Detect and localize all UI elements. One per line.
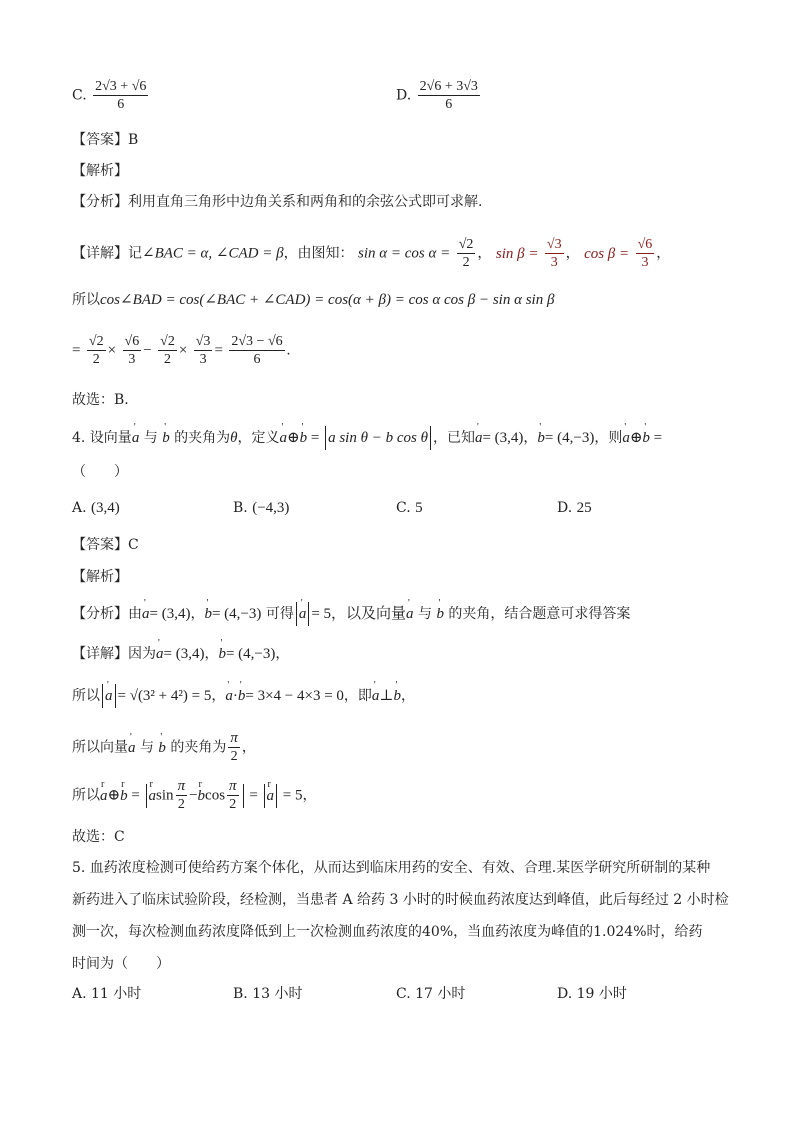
option-d: D. $\frac{2√6 + 3√3}{6}$ (396, 79, 478, 112)
q3-calculation: = $\frac{√2}{2}$ × $\frac{√6}{3}$ − $\frac{√2}{2}$ × $\frac{√3}{3}$ = $\frac{2√3 - √6}{6}$ . (72, 334, 291, 367)
q4-option-a: A. (3,4) (72, 500, 120, 516)
option-c-fraction: $\frac{2√3 + √6}{6}$ (95, 79, 147, 112)
option-d-fraction: $\frac{2√6 + 3√3}{6}$ (419, 79, 478, 112)
q5-option-d: D. 19 小时 (557, 986, 627, 1002)
q4-analysis-heading: 【解析】 (72, 569, 128, 585)
q3-cos-bad: 所以cos∠BAD = cos(∠BAC + ∠CAD) = cos(α + β) = cos α cos β − sin α sin β (72, 292, 555, 308)
q5-line-2: 新药进入了临床试验阶段，经检测，当患者 A 给药 3 小时的时候血药浓度达到峰值，此后每经过 2 小时检 (72, 892, 729, 908)
q5-line-3: 测一次，每次检测血药浓度降低到上一次检测血药浓度的40%，当血药浓度为峰值的1.024%时，给药 (72, 924, 703, 940)
q3-xiangjie: 【详解】记∠BAC = α, ∠CAD = β，由图知： sin α = cos α = $\frac{√2}{2}$ ， sin β = $\frac{√3}{3}$ ， cos β = $\frac{√6}{3}$ ， (72, 237, 671, 270)
q5-option-a: A. 11 小时 (72, 986, 142, 1002)
q4-option-c: C. 5 (396, 500, 423, 516)
q5-line-4: 时间为（ ） (72, 956, 170, 972)
q4-angle-line: 所以向量' a 与 ' b 的夹角为 $\frac{\pi}{2}$ ， (72, 730, 256, 765)
option-c: C. $\frac{2√3 + √6}{6}$ (72, 79, 147, 112)
q5-option-c: C. 17 小时 (396, 986, 466, 1002)
q4-paren: （ ） (72, 464, 128, 480)
q3-fenxi: 【分析】利用直角三角形中边角关系和两角和的余弦公式即可求解. (72, 194, 483, 210)
q5-line-1: 5. 血药浓度检测可使给药方案个体化，从而达到临床用药的安全、有效、合理.某医学研究所研制的某种 (72, 860, 711, 876)
q4-option-d: D. 25 (557, 500, 592, 516)
q3-choice: 故选：B. (72, 392, 129, 408)
q4-answer: 【答案】C (72, 537, 139, 553)
q4-option-b: B. (−4,3) (233, 500, 290, 516)
q4-stem: 4. 设向量' a 与 ' b 的夹角为θ，定义' a⊕' b = a sin θ − b cos θ ，已知' a= (3,4)，' b= (4,−3)，则' a⊕' b = (72, 426, 662, 450)
q3-analysis-heading: 【解析】 (72, 163, 128, 179)
q4-xiangjie: 【详解】因为' a= (3,4)，' b= (4,−3)， (72, 644, 289, 664)
q3-answer: 【答案】B (72, 132, 139, 148)
q4-choice: 故选：C (72, 829, 125, 845)
q4-result-line: 所以r a⊕r b = r asin $\frac{\pi}{2}$ −r bcos $\frac{\pi}{2}$ = r a = 5， (72, 778, 317, 813)
q4-magnitude-line: 所以' a = √(3² + 4²) = 5，' a·' b= 3×4 − 4×3 = 0，即' a⊥' b， (72, 684, 415, 708)
q4-fenxi: 【分析】由' a= (3,4)，' b= (4,−3) 可得' a = 5，以及向量' a 与 ' b 的夹角，结合题意可求得答案 (72, 602, 630, 626)
q5-option-b: B. 13 小时 (233, 986, 303, 1002)
